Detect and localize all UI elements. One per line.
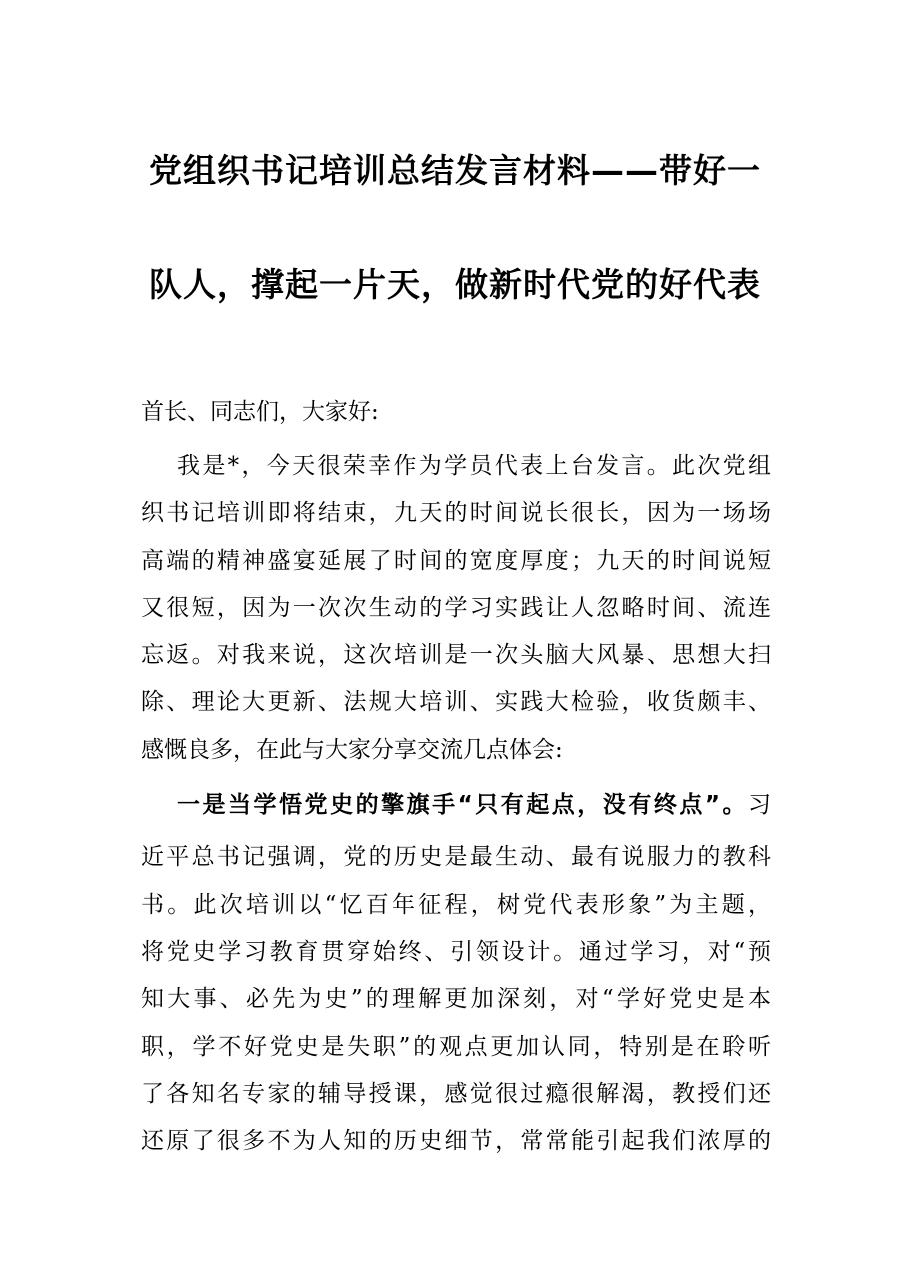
paragraph-2-line: 书。此次培训以“忆百年征程，树党代表形象”为主题， xyxy=(141,892,771,918)
greeting: 首长、同志们，大家好: xyxy=(141,399,379,425)
paragraph-1-line: 我是*，今天很荣幸作为学员代表上台发言。此次党组 xyxy=(177,453,771,479)
document-title-line-2: 队人，撑起一片天，做新时代党的好代表 xyxy=(149,265,761,304)
paragraph-2-heading: 一是当学悟党史的擎旗手“只有起点，没有终点”。 xyxy=(177,792,748,818)
document-title-line-1: 党组织书记培训总结发言材料——带好一 xyxy=(149,151,761,190)
paragraph-1-line: 感慨良多，在此与大家分享交流几点体会: xyxy=(141,737,563,763)
paragraph-1-line: 又很短，因为一次次生动的学习实践让人忽略时间、流连 xyxy=(141,595,771,621)
paragraph-2-line: 了各知名专家的辅导授课，感觉很过瘾很解渴，教授们还 xyxy=(141,1081,771,1107)
paragraph-2-line: 知大事、必先为史”的理解更加深刻，对“学好党史是本 xyxy=(141,986,771,1012)
paragraph-1-line: 织书记培训即将结束，九天的时间说长很长，因为一场场 xyxy=(141,500,771,526)
paragraph-2-line: 将党史学习教育贯穿始终、引领设计。通过学习，对“预 xyxy=(141,939,771,965)
paragraph-2-line: 近平总书记强调，党的历史是最生动、最有说服力的教科 xyxy=(141,844,771,870)
paragraph-1-line: 高端的精神盛宴延展了时间的宽度厚度；九天的时间说短 xyxy=(141,548,771,574)
paragraph-2-first-line xyxy=(177,790,771,820)
paragraph-2-line: 还原了很多不为人知的历史细节，常常能引起我们浓厚的 xyxy=(141,1128,771,1154)
paragraph-2-heading-tail: 习 xyxy=(748,792,771,818)
paragraph-2-line: 职，学不好党史是失职”的观点更加认同，特别是在聆听 xyxy=(141,1034,771,1060)
paragraph-1-line: 忘返。对我来说，这次培训是一次头脑大风暴、思想大扫 xyxy=(141,642,771,668)
paragraph-1-line: 除、理论大更新、法规大培训、实践大检验，收货颇丰、 xyxy=(141,689,771,715)
